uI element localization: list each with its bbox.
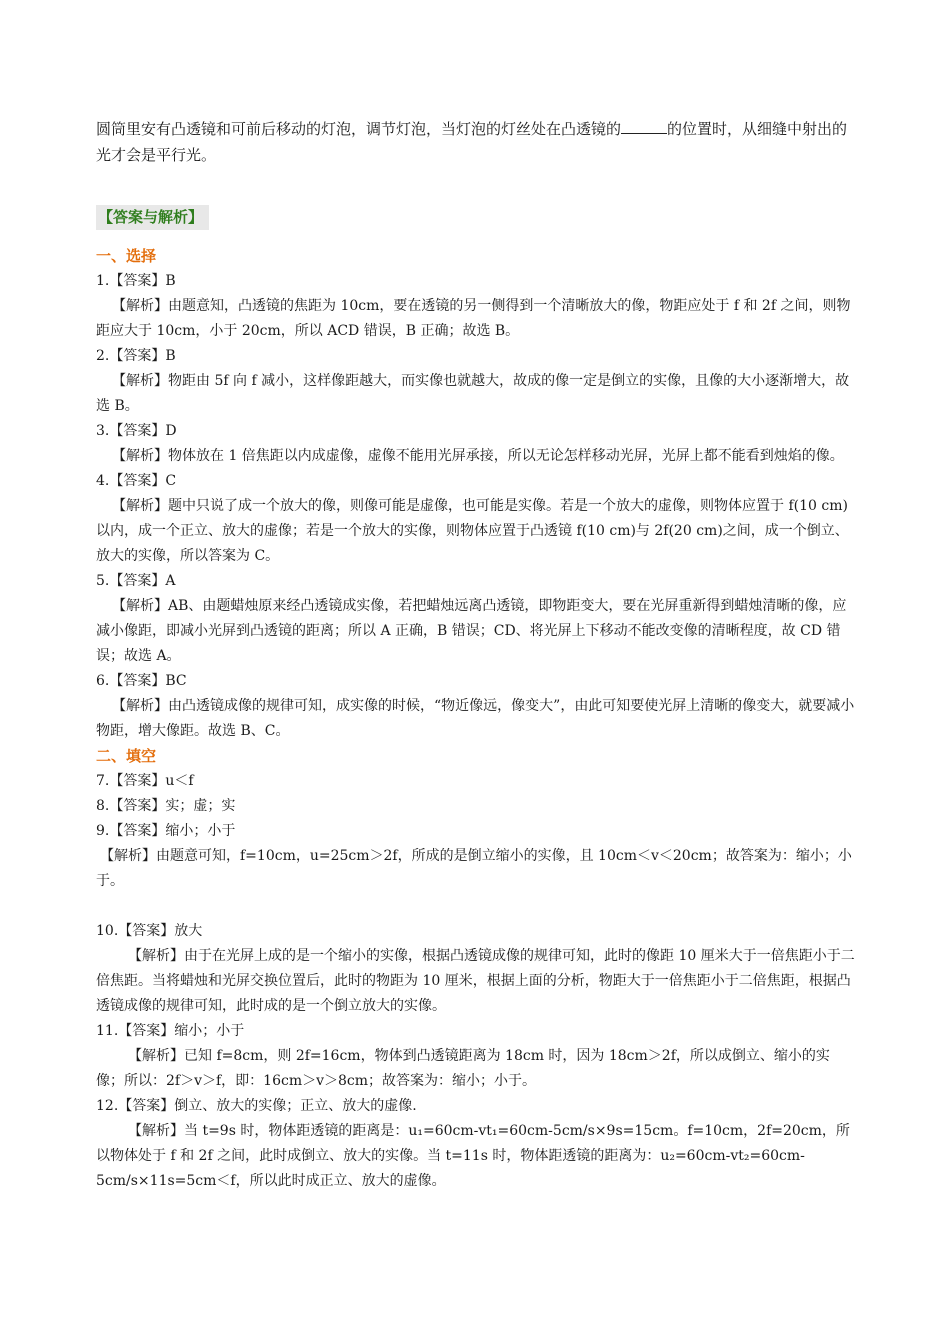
q10-answer: 10.【答案】放大 <box>96 923 203 939</box>
q5-explanation: 【解析】AB、由题蜡烛原来经凸透镜成实像，若把蜡烛远离凸透镜，即物距变大，要在光屏重新得到蜡烛清晰的像，应减小像距，即减小光屏到凸透镜的距离；所以 A 正确，B 错误；CD、将光屏上下移动不能改变像的清晰程度，故 CD 错误；故选 A。 <box>96 598 847 664</box>
answers-content <box>96 244 856 1194</box>
q11-answer: 11.【答案】缩小；小于 <box>96 1023 245 1039</box>
q3-answer: 3.【答案】D <box>96 423 177 439</box>
q12-explanation: 【解析】当 t=9s 时，物体距透镜的距离是：u₁=60cm-vt₁=60cm-5cm/s×9s=15cm。f=10cm，2f=20cm，所以物体处于 f 和 2f 之间，此时成倒立、放大的实像。当 t=11s 时，物体距透镜的距离为：u₂=60cm-vt₂=60cm-5cm/s×11s=5cm＜f，所以此时成正立、放大的虚像。 <box>96 1123 850 1189</box>
q6-explanation: 【解析】由凸透镜成像的规律可知，成实像的时候，“物近像远，像变大”，由此可知要使光屏上清晰的像变大，就要减小物距，增大像距。故选 B、C。 <box>96 698 855 739</box>
q8-answer: 8.【答案】实；虚；实 <box>96 798 236 814</box>
q9-explanation: 【解析】由题意可知，f=10cm，u=25cm＞2f，所成的是倒立缩小的实像，且 10cm＜v＜20cm；故答案为：缩小；小于。 <box>96 848 852 889</box>
fill-blank <box>621 116 667 134</box>
q1-explanation: 【解析】由题意知，凸透镜的焦距为 10cm，要在透镜的另一侧得到一个清晰放大的像，物距应处于 f 和 2f 之间，则物距应大于 10cm，小于 20cm，所以 ACD 错误，B 正确；故选 B。 <box>96 298 851 339</box>
q2-answer: 2.【答案】B <box>96 348 176 364</box>
q7-answer: 7.【答案】u＜f <box>96 773 194 789</box>
intro-paragraph <box>96 116 856 168</box>
q1-answer: 1.【答案】B <box>96 273 176 289</box>
answers-heading: 【答案与解析】 <box>96 205 209 230</box>
q12-answer: 12.【答案】倒立、放大的实像；正立、放大的虚像. <box>96 1098 417 1114</box>
q3-explanation: 【解析】物体放在 1 倍焦距以内成虚像，虚像不能用光屏承接，所以无论怎样移动光屏，光屏上都不能看到烛焰的像。 <box>112 448 844 464</box>
intro-text-part1: 圆筒里安有凸透镜和可前后移动的灯泡，调节灯泡，当灯泡的灯丝处在凸透镜的 <box>96 120 622 138</box>
q10-explanation: 【解析】由于在光屏上成的是一个缩小的实像，根据凸透镜成像的规律可知，此时的像距 10 厘米大于一倍焦距小于二倍焦距。当将蜡烛和光屏交换位置后，此时的物距为 10 厘米，根据上面的分析，物距大于一倍焦距小于二倍焦距，根据凸透镜成像的规律可知，此时成的是一个倒立放大的实像。 <box>96 948 855 1014</box>
q6-answer: 6.【答案】BC <box>96 673 187 689</box>
q9-answer: 9.【答案】缩小；小于 <box>96 823 236 839</box>
q5-answer: 5.【答案】A <box>96 573 176 589</box>
intro-text-part2: 的位置时，从细缝中射出的光才会是平行光。 <box>96 120 848 164</box>
question-intro <box>96 116 856 168</box>
q4-answer: 4.【答案】C <box>96 473 177 489</box>
q11-explanation: 【解析】已知 f=8cm，则 2f=16cm，物体到凸透镜距离为 18cm 时，因为 18cm＞2f，所以成倒立、缩小的实像；所以：2f＞v＞f，即：16cm＞v＞8cm；故答案为：缩小；小于。 <box>96 1048 830 1089</box>
section-fill-title: 二、填空 <box>96 747 157 765</box>
q2-explanation: 【解析】物距由 5f 向 f 减小，这样像距越大，而实像也就越大，故成的像一定是倒立的实像，且像的大小逐渐增大，故选 B。 <box>96 373 850 414</box>
spacer <box>96 894 856 919</box>
section-choice-title: 一、选择 <box>96 247 157 265</box>
q4-explanation: 【解析】题中只说了成一个放大的像，则像可能是虚像，也可能是实像。若是一个放大的虚像，则物体应置于 f(10 cm)以内，成一个正立、放大的虚像；若是一个放大的实像，则物体应置于凸透镜 f(10 cm)与 2f(20 cm)之间，成一个倒立、放大的实像，所以答案为 C。 <box>96 498 849 564</box>
